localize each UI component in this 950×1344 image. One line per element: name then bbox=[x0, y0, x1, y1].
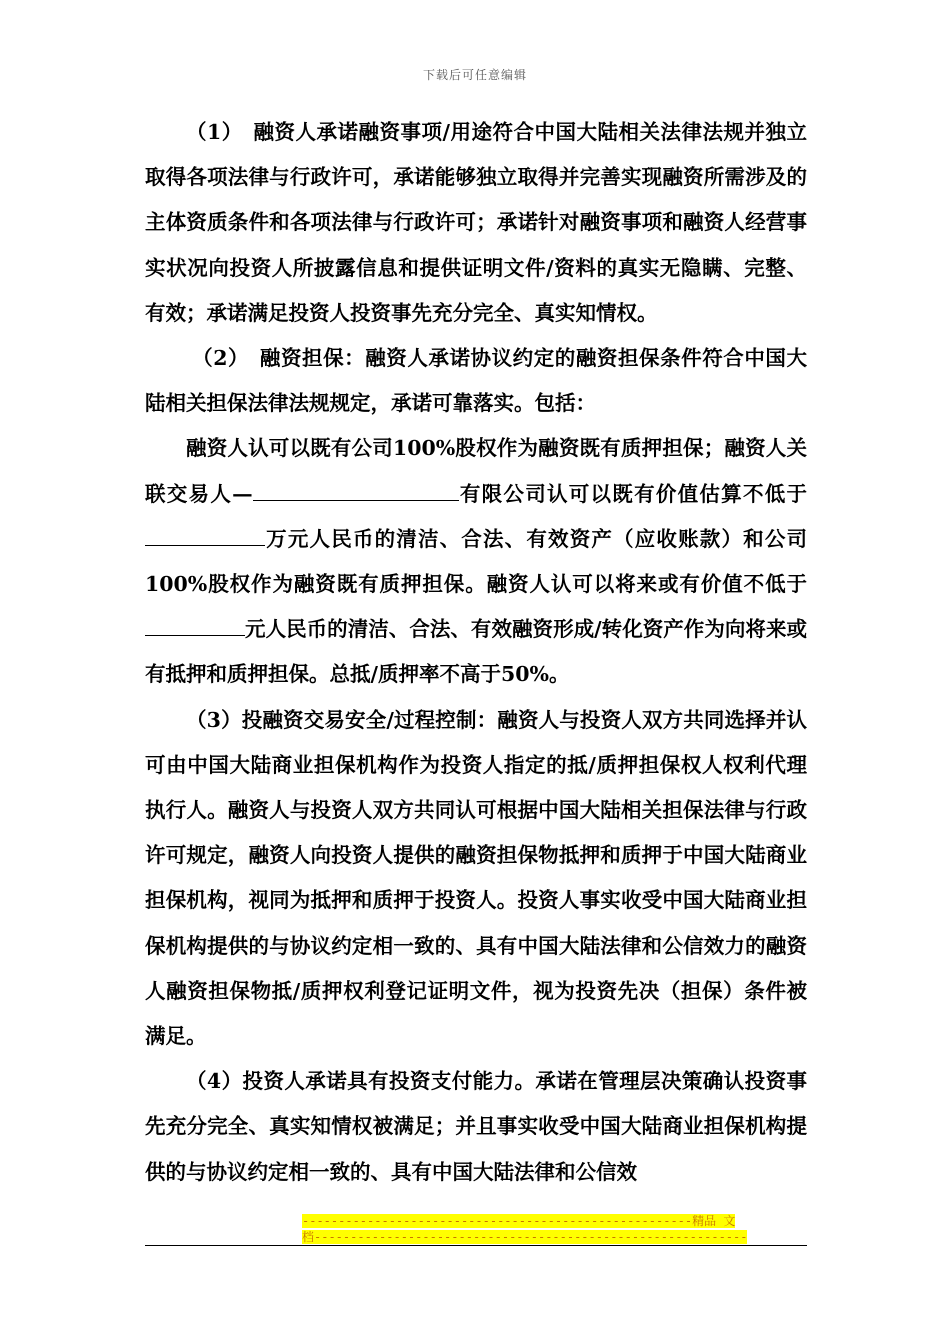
blank-company-name bbox=[253, 482, 459, 501]
paragraph-guarantee-details bbox=[145, 426, 807, 697]
paragraph-investor-commitment: （4）投资人承诺具有投资支付能力。承诺在管理层决策确认投资事先充分完全、真实知情权被满足；并且事实收受中国大陆商业担保机构提供的与协议约定相一致的、具有中国大陆法律和公信效 bbox=[145, 1069, 807, 1184]
footer-mark-line-1: ------------------------------------------------------精品 文 bbox=[302, 1214, 736, 1228]
paragraph-financing-guarantee: （2） 融资担保：融资人承诺协议约定的融资担保条件符合中国大陆相关担保法律法规规定，承诺可靠落实。包括： bbox=[145, 346, 807, 416]
blank-amount-wan bbox=[145, 527, 265, 546]
paragraph-commitment-1: （1） 融资人承诺融资事项/用途符合中国大陆相关法律法规并独立取得各项法律与行政许可，承诺能够独立取得并完善实现融资所需涉及的主体资质条件和各项法律与行政许可；承诺针对融资事项和融资人经营事实状况向投资人所披露信息和提供证明文件/资料的真实无隐瞒、完整、有效；承诺满足投资人投资事先充分完全、真实知情权。 bbox=[145, 120, 807, 325]
footer-watermark bbox=[302, 1213, 748, 1245]
footer-mark-line-2: 档------------------------------------------------------------ bbox=[302, 1230, 748, 1244]
guarantee-text-a: 融资人认可以既有公司100%股权作为融资既有质押担保；融资人关联交易人— bbox=[145, 436, 807, 506]
document-body bbox=[145, 110, 807, 1195]
paragraph-transaction-safety: （3）投融资交易安全/过程控制：融资人与投资人双方共同选择并认可由中国大陆商业担保机构作为投资人指定的抵/质押担保权人权利代理执行人。融资人与投资人双方共同认可根据中国大陆相关担保法律与行政许可规定，融资人向投资人提供的融资担保物抵押和质押于中国大陆商业担保机构，视同为抵押和质押于投资人。投资人事实收受中国大陆商业担保机构提供的与协议约定相一致的、具有中国大陆法律和公信效力的融资人融资担保物抵/质押权利登记证明文件，视为投资先决（担保）条件被满足。 bbox=[145, 707, 807, 1049]
footer-divider bbox=[145, 1245, 807, 1246]
guarantee-text-d: 元人民币的清洁、合法、有效融资形成/转化资产作为向将来或有抵押和质押担保。总抵/质押率不高于50%。 bbox=[145, 617, 807, 687]
blank-amount-yuan bbox=[145, 617, 245, 636]
guarantee-text-b: 有限公司认可以既有价值估算不低于 bbox=[458, 481, 808, 506]
page-header: 下载后可任意编辑 bbox=[422, 68, 527, 82]
guarantee-text-c: 万元人民币的清洁、合法、有效资产（应收账款）和公司100%股权作为融资既有质押担保。融资人认可以将来或有价值不低于 bbox=[145, 526, 807, 597]
